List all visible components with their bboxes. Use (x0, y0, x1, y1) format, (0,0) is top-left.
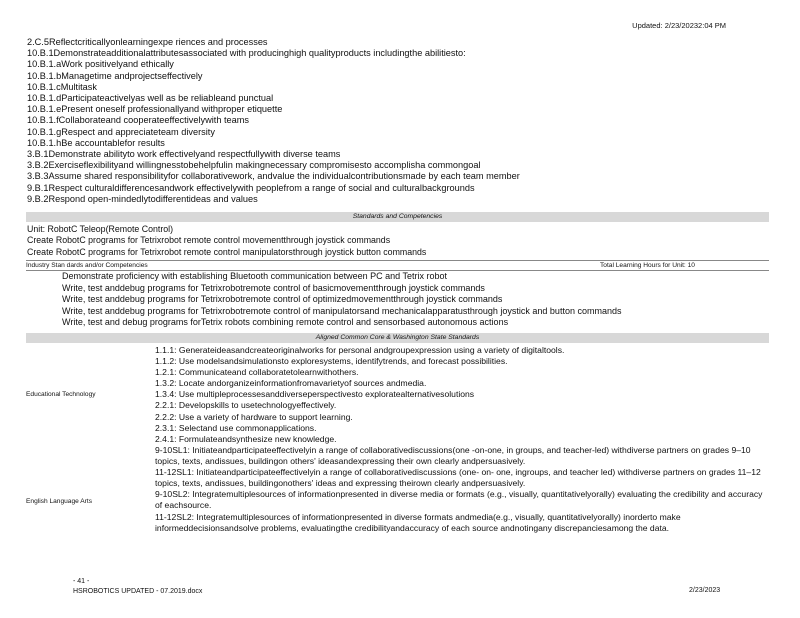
document-filename: HSROBOTICS UPDATED - 07.2019.docx (73, 588, 203, 595)
aligned-standards-heading: Aligned Common Core & Washington State Standards (26, 333, 769, 343)
page-footer (73, 577, 202, 597)
outcome-line: 10.B.1.dParticipateactivelyas well as be reliableand punctual (27, 93, 274, 104)
industry-standards-label: Industry Stan dards and/or Competencies (26, 262, 148, 269)
footer-date: 2/23/2023 (689, 587, 721, 594)
outcome-line: 10.B.1.hBe accountablefor results (27, 137, 165, 148)
outcome-line: 10.B.1.aWork positivelyand ethically (27, 59, 174, 70)
outcome-line: 9.B.2Respond open-mindedlytodifferentideas and values (27, 193, 258, 204)
unit-line: Create RobotC programs for Tetrixrobot remote control manipulatorsthrough joystick button commands (27, 246, 427, 257)
standard-item: 2.2.1: Developskills to usetechnologyeffectively. (155, 400, 337, 411)
competency-item: Write, test and debug programs forTetrix robots combining remote control and sensorbased autonomous actions (62, 317, 509, 327)
competency-item: Demonstrate proficiency with establishing Bluetooth communication between PC and Tetrix robot (62, 271, 448, 281)
outcome-line: 10.B.1.gRespect and appreciateteam diversity (27, 126, 215, 137)
educational-technology-label: Educational Technology (26, 391, 96, 398)
learning-outcomes-list (27, 37, 767, 205)
unit-title: Unit: RobotC Teleop(Remote Control) (27, 224, 174, 234)
standard-item: 2.4.1: Formulateandsynthesize new knowledge. (155, 433, 337, 444)
industry-standards-header (26, 260, 769, 271)
outcome-line: 10.B.1Demonstrateadditionalattributesassociated with producinghigh qualityproducts includingthe abilitiesto: (27, 48, 466, 59)
standard-item: 1.1.1: Generateideasandcreateoriginalworks for personal andgroupexpression using a variety of digitaltools. (155, 345, 565, 355)
standard-item: 9-10SL2: Integratemultiplesources of informationpresented in diverse media or formats (e.g., visually, quantitativelyorally) evaluating the credibility and accuracy of eachsource. (155, 489, 763, 511)
total-learning-hours: Total Learning Hours for Unit: 10 (600, 262, 695, 269)
educational-technology-standards (155, 345, 767, 445)
unit-block (27, 224, 426, 258)
outcome-line: 2.C.5Reflectcriticallyonlearningexpe riences and processes (27, 37, 268, 47)
standard-item: 2.3.1: Selectand use commonapplications. (155, 422, 317, 433)
competency-item: Write, test anddebug programs for Tetrixrobotremote control of manipulatorsand mechanicalapparatusthrough joystick and button commands (62, 305, 622, 316)
outcome-line: 3.B.3Assume shared responsibilityfor collaborativework, andvalue the individualcontributionsmade by each team member (27, 171, 520, 182)
competency-item: Write, test anddebug programs for Tetrixrobotremote control of basicmovementthrough joystick commands (62, 282, 485, 293)
outcome-line: 3.B.2Exerciseflexibilityand willingnesstobehelpfulin makingnecessary compromisesto accomplisha commongoal (27, 160, 481, 171)
updated-timestamp: Updated: 2/23/20232:04 PM (632, 21, 726, 30)
competencies-list (42, 271, 621, 329)
standard-item: 1.3.4: Use multipleprocessesanddiverseperspectivesto exploratealternativesolutions (155, 389, 475, 400)
standards-competencies-heading: Standards and Competencies (26, 212, 769, 222)
standard-item: 2.2.2: Use a variety of hardware to support learning. (155, 411, 353, 422)
standard-item: 11-12SL1: Initiateandparticipateeffectivelyin a range of collaborativediscussions (one- on- one, ingroups, and teacher led) withdiverse partners on grades 11–12 topics, texts, andissues, buildingonothers' ideas and expressing theirown clearly andpersuasively. (155, 467, 761, 489)
standard-item: 1.1.2: Use modelsandsimulationsto exploresystems, identifytrends, and forecast possibilities. (155, 356, 508, 367)
standard-item: 9-10SL1: Initiateandparticipateeffectivelyin a range of collaborativediscussions(one -on-one, in groups, and teacher-led) withdiverse partners on grades 9–10 topics, texts, andissues, buildingon others' ideasandexpressing their own clearly andpersuasively. (155, 445, 751, 467)
english-language-arts-standards (155, 445, 767, 534)
page-number: - 41 - (73, 578, 90, 585)
outcome-line: 9.B.1Respect culturaldifferencesandwork effectivelywith peoplefrom a range of social and culturalbackgrounds (27, 182, 475, 193)
unit-line: Create RobotC programs for Tetrixrobot remote control movementthrough joystick commands (27, 235, 391, 246)
standard-item: 1.3.2: Locate andorganizeinformationfromavarietyof sources andmedia. (155, 378, 427, 389)
outcome-line: 10.B.1.cMultitask (27, 81, 97, 92)
outcome-line: 3.B.1Demonstrate abilityto work effectivelyand respectfullywith diverse teams (27, 149, 341, 160)
english-language-arts-label: English Language Arts (26, 498, 92, 505)
outcome-line: 10.B.1.fCollaborateand cooperateeffectivelywith teams (27, 115, 249, 126)
outcome-line: 10.B.1.ePresent oneself professionallyand withproper etiquette (27, 104, 283, 115)
outcome-line: 10.B.1.bManagetime andprojectseffectively (27, 70, 203, 81)
standard-item: 11-12SL2: Integratemultiplesources of informationpresented in diverse formats andmedia(e.g., visually, quantitativelyorally) inorderto make informeddecisionsandsolve problems, evaluatingthe credibilityandaccuracy of each source andnotingany discrepanciesamong the data. (155, 511, 681, 533)
competency-item: Write, test anddebug programs for Tetrixrobotremote control of optimizedmovementthrough joystick commands (62, 294, 503, 304)
standard-item: 1.2.1: Communicateand collaboratetolearnwithothers. (155, 367, 359, 378)
